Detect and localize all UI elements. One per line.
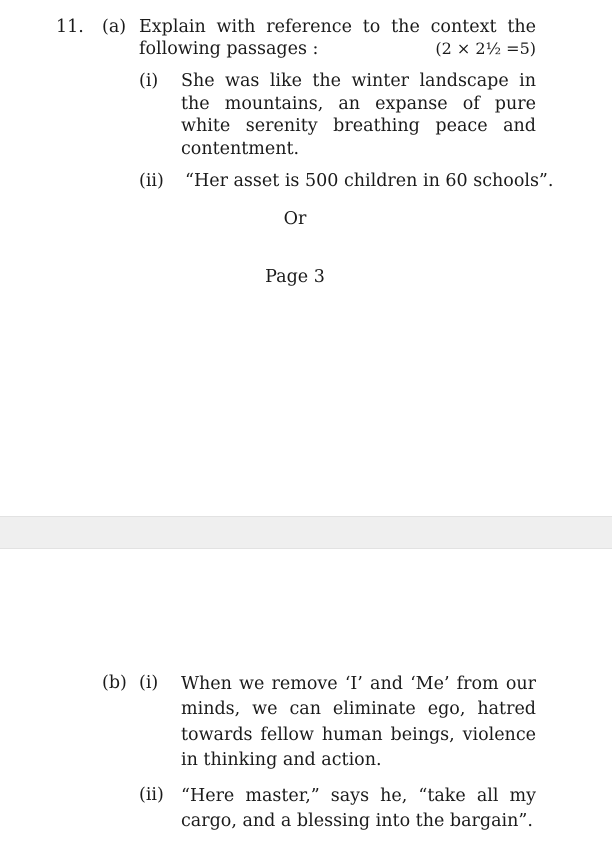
part-b-item-i-text: When we remove ‘I’ and ‘Me’ from our minds, we can eliminate ego, hatred towards fellow human beings, violence in thinking and action.: [181, 674, 536, 770]
part-b-item-i-label: (i): [139, 673, 159, 693]
part-b-label: (b): [102, 673, 127, 693]
part-a-instruction-line2: following passages :: [139, 39, 319, 59]
part-a-instruction-line1: Explain with reference to the context the: [139, 17, 536, 37]
or-separator-text: Or: [283, 209, 307, 229]
page-number-label: Page 3: [265, 267, 325, 287]
part-a-item-ii-label: (ii): [139, 171, 164, 191]
part-b-item-ii-label: (ii): [139, 785, 164, 805]
part-a-item-i-text: She was like the winter landscape in the mountains, an expanse of pure white serenity breathing peace and contentment.: [181, 71, 536, 159]
part-a-item-i-label: (i): [139, 71, 159, 91]
part-a-label: (a): [102, 17, 127, 37]
part-b-item-ii-text: “Here master,” says he, “take all my cargo, and a blessing into the bargain”.: [181, 786, 536, 831]
part-a-marks: (2 × 2½ =5): [435, 39, 536, 58]
question-number: 11.: [56, 17, 84, 37]
part-a-item-ii-text: “Her asset is 500 children in 60 schools”.: [185, 171, 554, 191]
page-separator: [0, 516, 612, 549]
